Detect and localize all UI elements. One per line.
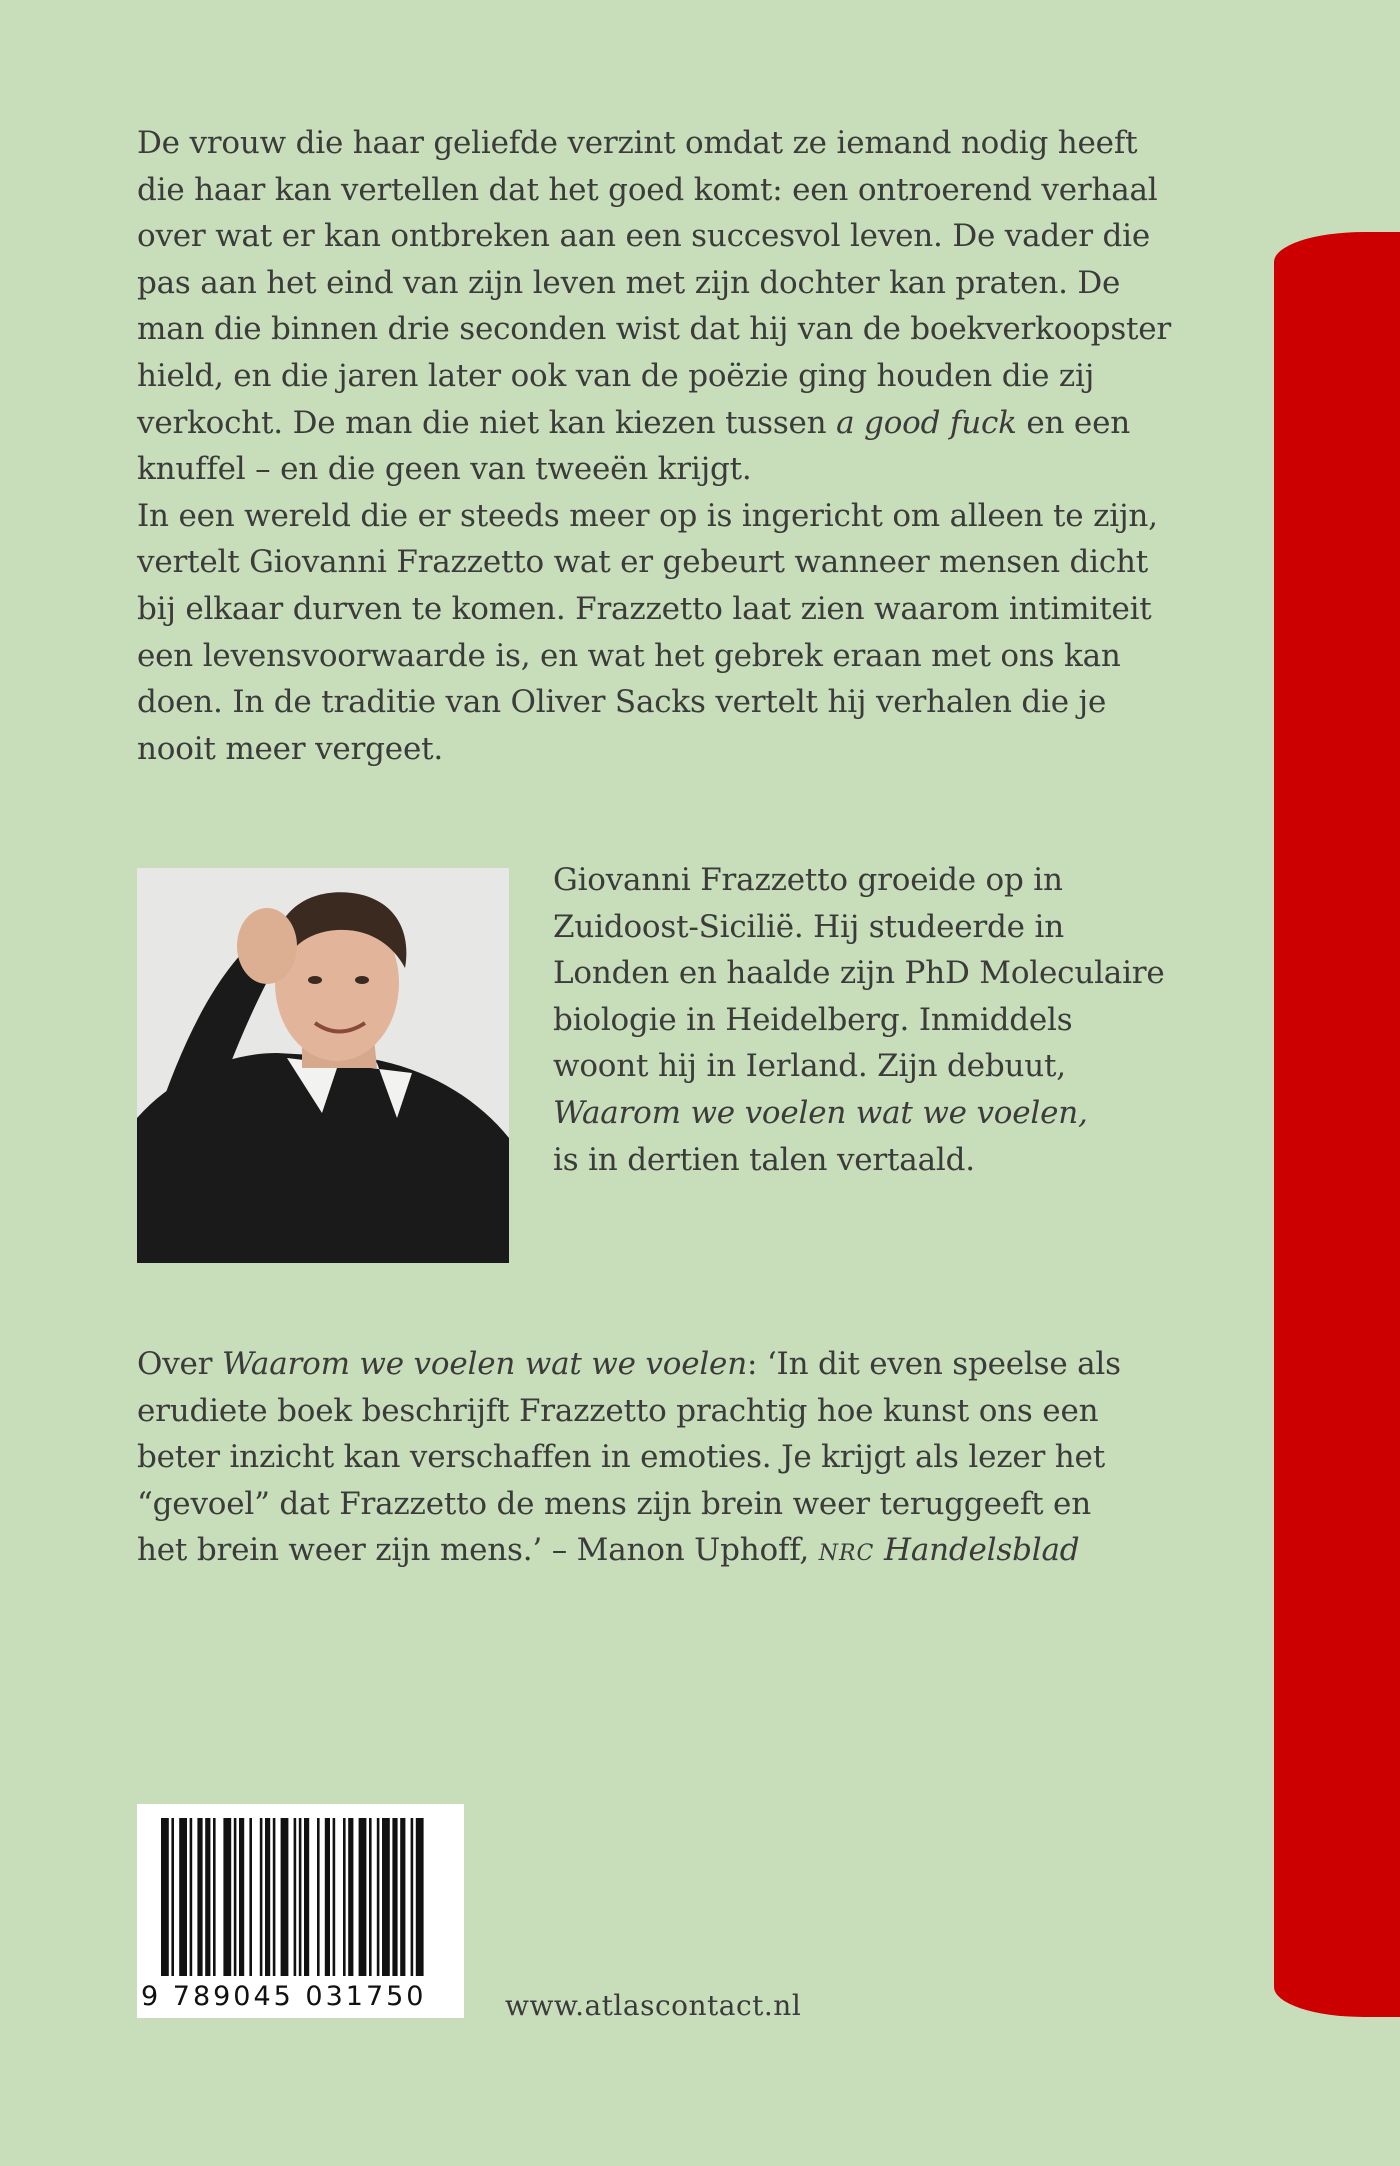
- quote-line: “gevoel” dat Frazzetto de mens zijn brein weer teruggeeft en: [137, 1485, 1091, 1522]
- bio-line: woont hij in Ierland. Zijn debuut,: [553, 1048, 1066, 1085]
- quote-line: beter inzicht kan verschaffen in emoties. Je krijgt als lezer het: [137, 1439, 1105, 1476]
- author-bio: [553, 857, 1193, 1183]
- blurb-line-start: verkocht. De man die niet kan kiezen tussen: [137, 404, 827, 441]
- red-spine-band: [1274, 232, 1400, 2017]
- blurb-line: De vrouw die haar geliefde verzint omdat ze iemand nodig heeft: [137, 125, 1138, 161]
- blurb-italic-phrase: a good fuck: [836, 404, 1017, 441]
- blurb-line: In een wereld die er steeds meer op is ingericht om alleen te zijn,: [137, 497, 1158, 534]
- blurb-line-with-italic: [137, 400, 1177, 447]
- bio-line: biologie in Heidelberg. Inmiddels: [553, 1001, 1073, 1038]
- quote-line-last: [137, 1527, 1177, 1578]
- blurb-line: die haar kan vertellen dat het goed komt: een ontroerend verhaal: [137, 171, 1158, 208]
- bio-line: is in dertien talen vertaald.: [553, 1141, 975, 1178]
- quote-source-caps: NRC: [818, 1541, 875, 1567]
- quote-line-rest: : ‘In dit even speelse als: [746, 1346, 1121, 1382]
- quote-prefix: Over: [137, 1346, 222, 1382]
- blurb-text: [137, 120, 1177, 772]
- press-quote: [137, 1341, 1177, 1578]
- blurb-line-end: en een: [1016, 404, 1130, 441]
- author-photo: [137, 868, 509, 1263]
- quote-last-text: het brein weer zijn mens.’ – Manon Uphoff,: [137, 1532, 819, 1569]
- quote-book-title: Waarom we voelen wat we voelen: [221, 1346, 747, 1382]
- bio-book-title: Waarom we voelen wat we voelen,: [553, 1094, 1088, 1131]
- publisher-website: www.atlascontact.nl: [505, 1989, 802, 2022]
- blurb-line: bij elkaar durven te komen. Frazzetto laat zien waarom intimiteit: [137, 590, 1152, 627]
- blurb-line: over wat er kan ontbreken aan een succesvol leven. De vader die: [137, 218, 1150, 255]
- blurb-line: pas aan het eind van zijn leven met zijn dochter kan praten. De: [137, 264, 1121, 301]
- bio-line: Londen en haalde zijn PhD Moleculaire: [553, 955, 1165, 992]
- bio-line: Giovanni Frazzetto groeide op in: [553, 862, 1063, 898]
- quote-source-rest: Handelsblad: [874, 1532, 1080, 1569]
- blurb-line: doen. In de traditie van Oliver Sacks vertelt hij verhalen die je: [137, 684, 1107, 721]
- blurb-line: knuffel – en die geen van tweeën krijgt.: [137, 451, 752, 488]
- blurb-line: man die binnen drie seconden wist dat hij van de boekverkoopster: [137, 311, 1172, 348]
- blurb-line: een levensvoorwaarde is, en wat het gebrek eraan met ons kan: [137, 637, 1121, 674]
- blurb-line: nooit meer vergeet.: [137, 730, 444, 767]
- isbn-barcode: [137, 1804, 464, 2018]
- quote-source: [819, 1532, 1080, 1568]
- isbn-number: 9 789045 031750: [141, 1981, 427, 2012]
- quote-line-first: [137, 1341, 1177, 1388]
- blurb-line: hield, en die jaren later ook van de poëzie ging houden die zij: [137, 357, 1095, 394]
- bio-line: Zuidoost-Sicilië. Hij studeerde in: [553, 908, 1064, 945]
- author-portrait-illustration: [137, 868, 509, 1263]
- quote-line: erudiete boek beschrijft Frazzetto prachtig hoe kunst ons een: [137, 1392, 1099, 1429]
- blurb-line: vertelt Giovanni Frazzetto wat er gebeurt wanneer mensen dicht: [137, 544, 1149, 581]
